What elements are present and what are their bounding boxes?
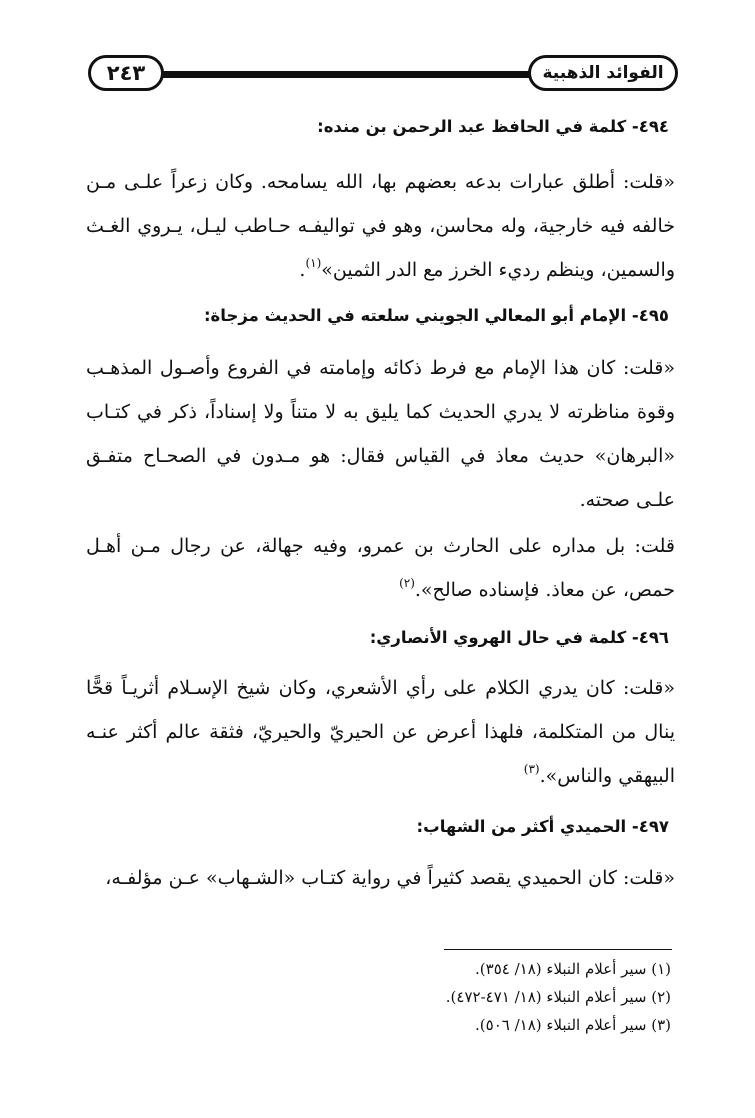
header-rule bbox=[158, 71, 538, 78]
running-title: الفوائد الذهبية bbox=[528, 55, 678, 91]
paragraph: «قلت: كان هذا الإمام مع فرط ذكائه وإمامته في الفروع وأصـول المذهـب وقوة مناظرته لا يدري الحديث كما يليق به لا متناً ولا إسناداً، ذكر في كتـاب «البرهان» حديث معاذ في القياس فقال: هو مـدون في الصحـاح متفـق علـى صحته. bbox=[86, 357, 675, 511]
paragraph-text: «قلت: كان يدري الكلام على رأي الأشعري، وكان شيخ الإسـلام أثريـاً قحًّا ينال من المتكلمة، فلهذا أعرض عن الحيريّ والحيريّ، فثقة عالم أكثر عنـه البيهقي والناس». bbox=[86, 677, 675, 787]
footnote-separator bbox=[444, 949, 672, 950]
section-heading: ٤٩٤- كلمة في الحافظ عبد الرحمن بن منده: bbox=[317, 117, 669, 136]
section-heading: ٤٩٥- الإمام أبو المعالي الجويني سلعته في الحديث مزجاة: bbox=[203, 306, 669, 325]
section-heading: ٤٩٧- الحميدي أكثر من الشهاب: bbox=[416, 817, 669, 836]
paragraph-text: قلت: بل مداره على الحارث بن عمرو، وفيه جهالة، عن رجال مـن أهـل حمص، عن معاذ. فإسناده صالح». bbox=[86, 535, 675, 601]
page-header bbox=[88, 52, 678, 98]
paragraph: «قلت: أطلق عبارات بدعه بعضهم بها، الله يسامحه. وكان زعراً علـى مـن خالفه فيه خارجية، وله محاسن، وهو في تواليفـه حـاطب ليـل، يـروي الغـث والسمين، وينظم رديء الخرز مع الدر الثمين»$^{(١)}$. bbox=[86, 171, 675, 281]
page-number: ٢٤٣ bbox=[88, 55, 164, 91]
footnote: (٢) سير أعلام النبلاء (١٨/ ٤٧١-٤٧٢). bbox=[445, 988, 671, 1006]
footnote-mark: (١) bbox=[305, 256, 322, 270]
section-heading: ٤٩٦- كلمة في حال الهروي الأنصاري: bbox=[369, 628, 669, 647]
footnote: (١) سير أعلام النبلاء (١٨/ ٣٥٤). bbox=[475, 960, 671, 978]
paragraph: «قلت: كان الحميدي يقصد كثيراً في رواية كتـاب «الشـهاب» عـن مؤلفـه، bbox=[105, 867, 675, 889]
footnote-mark: (٢) bbox=[399, 576, 415, 590]
footnotes bbox=[251, 955, 671, 1039]
paragraph bbox=[86, 524, 675, 612]
footnote-mark: (٣) bbox=[523, 762, 540, 776]
paragraph-text: «قلت: أطلق عبارات بدعه بعضهم بها، الله يسامحه. وكان زعراً علـى مـن خالفه فيه خارجية، وله محاسن، وهو في تواليفـه حـاطب ليـل، يـروي الغـث والسمين، وينظم رديء الخرز مع الدر الثمين» bbox=[86, 171, 675, 281]
paragraph bbox=[86, 666, 675, 798]
footnote: (٣) سير أعلام النبلاء (١٨/ ٥٠٦). bbox=[475, 1016, 671, 1034]
